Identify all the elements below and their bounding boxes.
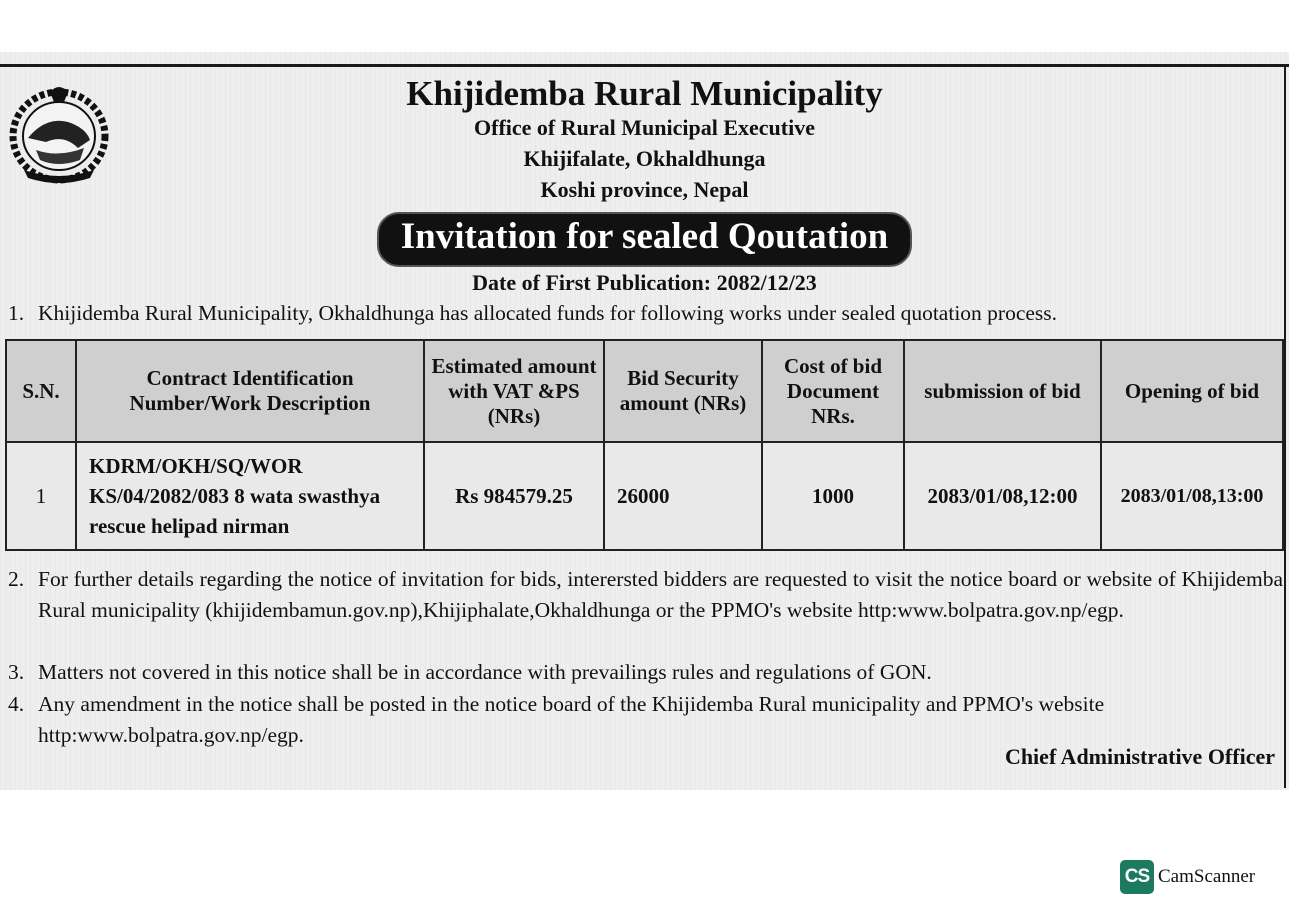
cell-opening: 2083/01/08,13:00 xyxy=(1101,442,1283,550)
paragraph-4 xyxy=(8,689,1283,751)
contract-line-3: rescue helipad nirman xyxy=(89,514,290,538)
header-estimated: Estimated amount with VAT &PS (NRs) xyxy=(424,340,604,442)
paragraph-text: Khijidemba Rural Municipality, Okhaldhunga has allocated funds for following works under sealed quotation process. xyxy=(38,301,1058,325)
office-name: Office of Rural Municipal Executive xyxy=(474,115,815,140)
camscanner-label: CamScanner xyxy=(1158,866,1256,887)
cell-sn: 1 xyxy=(6,442,76,550)
table-header-row xyxy=(6,340,1283,442)
header-bid-security: Bid Security amount (NRs) xyxy=(604,340,762,442)
contract-line-1: KDRM/OKH/SQ/WOR xyxy=(89,454,303,478)
cell-bid-security: 26000 xyxy=(604,442,762,550)
right-border-rule xyxy=(1284,64,1286,788)
top-border-rule xyxy=(0,64,1289,67)
paragraph-text: For further details regarding the notice of invitation for bids, interersted bidders are requested to visit the notice board or website of Khijidemba Rural municipality (khijidembamun.gov.np),Khijiphalate,Okhaldhunga or the PPMO's website http:www.bolpatra.gov.np/egp. xyxy=(38,567,1283,622)
banner-container xyxy=(0,212,1289,267)
province-name: Koshi province, Nepal xyxy=(540,177,749,202)
signature-title: Chief Administrative Officer xyxy=(1004,744,1275,769)
cell-estimated: Rs 984579.25 xyxy=(424,442,604,550)
contract-line-2: KS/04/2082/083 8 wata swasthya xyxy=(89,484,381,508)
municipality-title: Khijidemba Rural Municipality xyxy=(406,74,883,113)
header-contract: Contract Identification Number/Work Description xyxy=(76,340,424,442)
paragraph-number: 4. xyxy=(8,692,25,716)
publication-date: Date of First Publication: 2082/12/23 xyxy=(472,270,817,295)
cell-contract xyxy=(76,442,424,550)
office-location: Khijifalate, Okhaldhunga xyxy=(523,146,766,171)
notice-banner: Invitation for sealed Qoutation xyxy=(377,212,913,267)
cell-cost: 1000 xyxy=(762,442,904,550)
paragraph-3 xyxy=(8,657,1283,688)
header-sn: S.N. xyxy=(6,340,76,442)
notice-document xyxy=(0,52,1289,790)
header-submission: submission of bid xyxy=(904,340,1101,442)
camscanner-badge-icon: CS xyxy=(1120,860,1154,894)
paragraph-2 xyxy=(8,564,1283,626)
table-row xyxy=(6,442,1283,550)
paragraph-text: Any amendment in the notice shall be posted in the notice board of the Khijidemba Rural municipality and PPMO's website http:www.bolpatra.gov.np/egp. xyxy=(38,692,1105,747)
paragraph-number: 3. xyxy=(8,660,25,684)
header-cost: Cost of bid Document NRs. xyxy=(762,340,904,442)
paragraph-1 xyxy=(8,298,1057,329)
paragraph-number: 1. xyxy=(8,301,25,325)
camscanner-watermark xyxy=(1120,860,1255,894)
header-opening: Opening of bid xyxy=(1101,340,1283,442)
cell-submission: 2083/01/08,12:00 xyxy=(904,442,1101,550)
quotation-table xyxy=(5,339,1284,551)
paragraph-text: Matters not covered in this notice shall be in accordance with prevailings rules and regulations of GON. xyxy=(38,660,932,684)
paragraph-number: 2. xyxy=(8,567,25,591)
